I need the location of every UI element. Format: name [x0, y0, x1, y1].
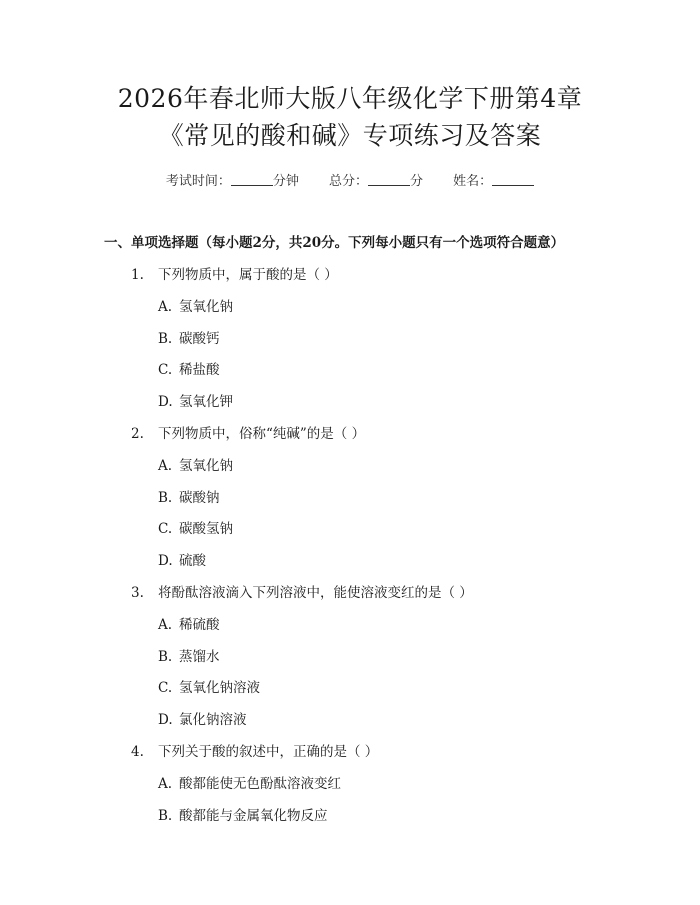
option-text: 酸都能使无色酚酞溶液变红	[179, 776, 341, 792]
total-score-label: 总分：	[328, 174, 368, 189]
option-letter: A.	[158, 776, 173, 792]
option-text: 蒸馏水	[179, 649, 220, 665]
exam-info-row	[0, 170, 700, 189]
option-letter: C.	[158, 362, 173, 378]
option-text: 碳酸氢钠	[179, 521, 233, 537]
option	[158, 327, 220, 347]
option	[158, 549, 206, 569]
option	[158, 772, 341, 792]
question	[131, 422, 365, 442]
name-blank	[492, 173, 534, 186]
option-letter: A.	[158, 617, 173, 633]
question-number: 2.	[131, 426, 144, 442]
option	[158, 804, 328, 824]
option	[158, 645, 220, 665]
question-text: 将酚酞溶液滴入下列溶液中，能使溶液变红的是（ ）	[158, 585, 473, 601]
option-text: 酸都能与金属氧化物反应	[179, 808, 328, 824]
option-text: 硫酸	[179, 553, 206, 569]
exam-time-label: 考试时间：	[165, 174, 231, 189]
question-text: 下列物质中，属于酸的是（ ）	[158, 267, 338, 283]
question	[131, 740, 378, 760]
option-letter: D.	[158, 394, 173, 410]
question	[131, 263, 338, 283]
option-letter: B.	[158, 649, 173, 665]
option-letter: A.	[158, 458, 173, 474]
total-score-blank	[368, 173, 410, 186]
question-number: 1.	[131, 267, 144, 283]
name-field	[453, 170, 534, 189]
option-text: 稀硫酸	[179, 617, 220, 633]
option-letter: A.	[158, 299, 173, 315]
document-title-line-1: 2026年春北师大版八年级化学下册第4章	[117, 84, 583, 113]
question-text: 下列关于酸的叙述中，正确的是（ ）	[158, 744, 379, 760]
option	[158, 454, 233, 474]
name-label: 姓名：	[453, 174, 493, 189]
exam-time-blank	[231, 173, 273, 186]
option-text: 碳酸钙	[179, 331, 220, 347]
option	[158, 486, 220, 506]
option-text: 氢氧化钾	[179, 394, 233, 410]
total-score-field	[329, 170, 423, 189]
option	[158, 358, 220, 378]
question-number: 3.	[131, 585, 144, 601]
question	[131, 581, 473, 601]
option-letter: B.	[158, 331, 173, 347]
option-text: 氯化钠溶液	[179, 712, 247, 728]
document-title-line-2: 《常见的酸和碱》专项练习及答案	[158, 121, 542, 150]
option-letter: C.	[158, 521, 173, 537]
exam-time-unit: 分钟	[272, 174, 299, 189]
total-score-unit: 分	[410, 174, 424, 189]
option-letter: B.	[158, 808, 173, 824]
question-number: 4.	[131, 744, 144, 760]
option	[158, 390, 233, 410]
option	[158, 708, 247, 728]
option	[158, 613, 220, 633]
option	[158, 676, 260, 696]
option-letter: C.	[158, 680, 173, 696]
question-text: 下列物质中，俗称“纯碱”的是（ ）	[158, 426, 366, 442]
exam-time-field	[166, 170, 299, 189]
option-text: 稀盐酸	[179, 362, 220, 378]
option-letter: D.	[158, 712, 173, 728]
option-text: 氢氧化钠	[179, 299, 233, 315]
option-text: 氢氧化钠	[179, 458, 233, 474]
option	[158, 295, 233, 315]
option-text: 氢氧化钠溶液	[179, 680, 260, 696]
option-text: 碳酸钠	[179, 490, 220, 506]
section-heading: 一、单项选择题（每小题2分，共20分。下列每小题只有一个选项符合题意）	[104, 235, 565, 251]
option-letter: B.	[158, 490, 173, 506]
option-letter: D.	[158, 553, 173, 569]
option	[158, 517, 233, 537]
